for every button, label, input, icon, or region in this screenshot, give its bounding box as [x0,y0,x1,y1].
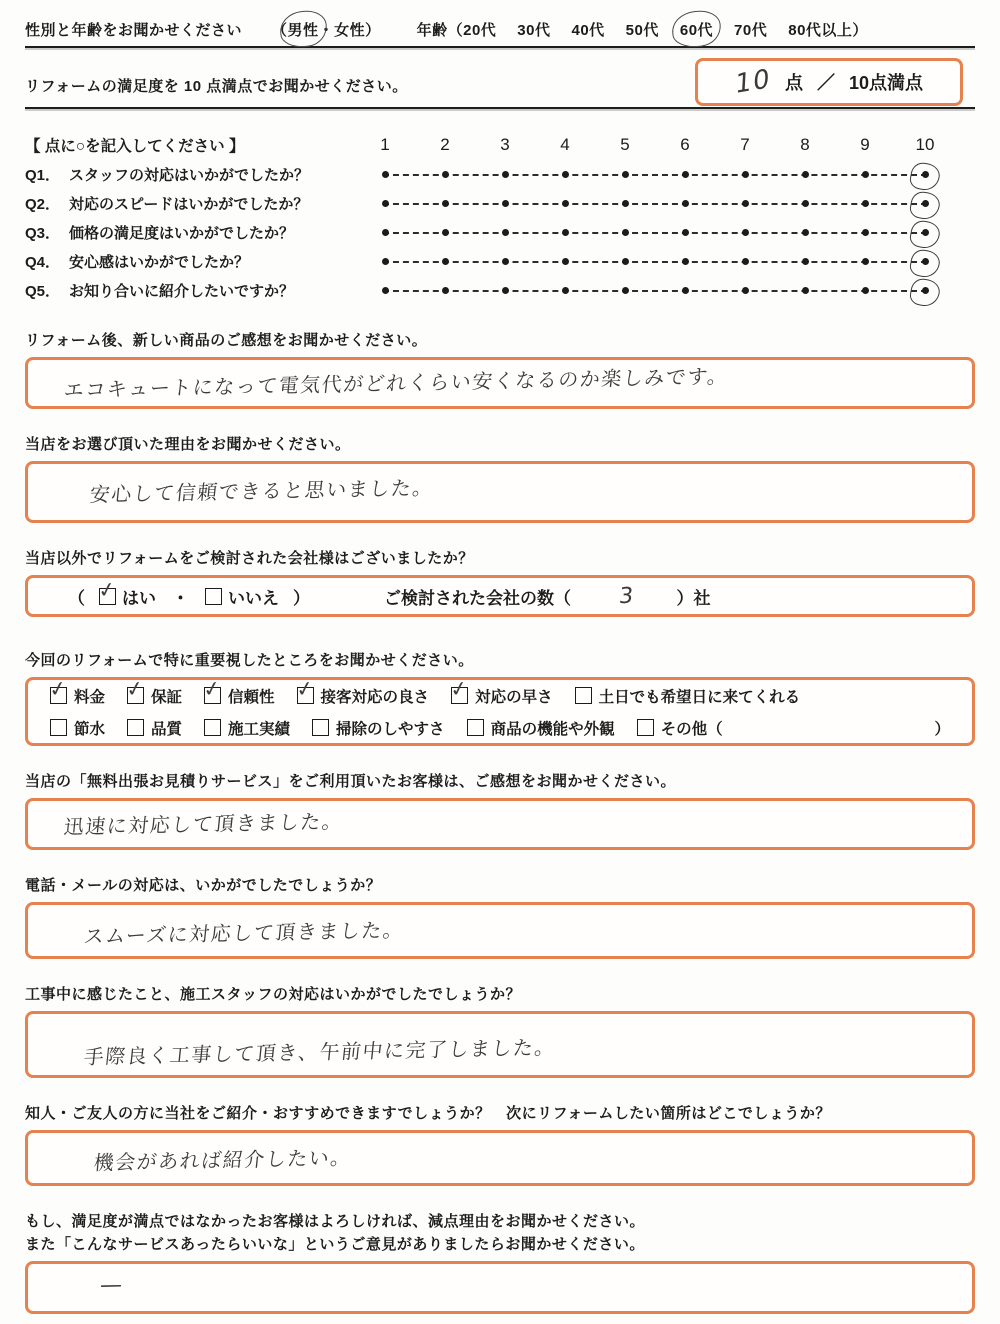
score-dot [382,287,389,294]
option-age-40s: 40代 [571,21,605,39]
scale-point [835,287,895,294]
priority-service-quality: ✓ 接客対応の良さ [297,685,430,707]
score-dot [622,171,629,178]
priority-quality: 品質 [127,717,182,739]
checkbox [50,719,67,736]
section-label: 当店をお選び頂いた理由をお聞かせください。 [25,436,351,453]
rating-question-row [25,247,975,276]
score-dot [742,171,749,178]
answer-box [25,798,975,850]
scale-point [475,287,535,294]
score-dot [562,171,569,178]
score-dot [622,200,629,207]
scale-number: 4 [560,135,570,154]
scale-point [415,171,475,178]
paren: ） [934,720,950,738]
score-dot [802,171,809,178]
section-impressions [25,329,975,409]
priority-fee: ✓ 料金 [50,685,105,707]
checkbox-yes-label: はい [122,588,156,608]
score-dot [802,287,809,294]
priority-track-record: 施工実績 [204,717,290,739]
scale-point [655,258,715,265]
scale-point [775,229,835,236]
score-dot [862,200,869,207]
section-priorities [25,649,975,746]
scale-number: 3 [500,135,510,154]
answer-box [25,1261,975,1314]
score-dot [682,258,689,265]
section-deduction [25,1210,975,1314]
section-label: 当店以外でリフォームをご検討された会社様はございましたか？ [25,550,474,567]
checkbox-no [205,588,222,605]
score-dot [802,258,809,265]
paren: ） [365,21,381,39]
checkbox [204,719,221,736]
company-count-suffix: ）社 [676,588,711,608]
rating-scale-line [355,229,955,236]
score-dot [742,258,749,265]
gender-options [272,19,381,40]
satisfaction-row [25,62,975,118]
rating-scale-line [355,287,955,294]
score-dot [442,287,449,294]
scale-number: 5 [620,135,630,154]
satisfaction-score-box [695,58,963,106]
checkbox [575,687,592,704]
handwritten-answer: 機会があれば紹介したい。 [92,1145,354,1175]
scale-point [355,171,415,178]
paren: ） [852,21,868,39]
question-text: スタッフの対応はいかがでしたか？ [69,167,310,184]
scale-point [835,171,895,178]
scale-number: 1 [380,135,390,154]
section-label: 知人・ご友人の方に当社をご紹介・おすすめできますでしょうか？ 次にリフォームしたい箇所はどこでしょうか？ [25,1105,831,1122]
scale-point [895,229,955,236]
scale-point [355,258,415,265]
scale-point [415,200,475,207]
scale-number: 9 [860,135,870,154]
rating-question-row [25,160,975,189]
scale-point [415,258,475,265]
score-dot [862,171,869,178]
scale-point [655,229,715,236]
priority-easy-clean: 掃除のしやすさ [312,717,445,739]
paren: （ [272,21,288,39]
checkbox [297,687,314,704]
scale-point [715,200,775,207]
divider [25,46,975,48]
section-label-line2: また「こんなサービスあったらいいな」というご意見がありましたらお聞かせください。 [25,1236,645,1253]
scale-point [535,200,595,207]
question-text: お知り合いに紹介したいですか？ [69,283,295,300]
scale-point [535,287,595,294]
score-dot [502,229,509,236]
question-number: Q1． [25,167,61,184]
score-dot [442,200,449,207]
checkbox [637,719,654,736]
priority-speed: ✓ 対応の早さ [451,685,553,707]
checkbox [127,687,144,704]
score-unit: 点 [785,73,804,93]
handwritten-answer: — [98,1272,124,1299]
scale-point [775,171,835,178]
scale-point [775,200,835,207]
paren: （ [68,588,85,608]
scale-point [655,200,715,207]
rating-scale-line [355,200,955,207]
gender-age-question: 性別と年齢をお聞かせください [25,21,243,39]
gender-age-row [25,12,975,46]
age-label: 年齢（ [416,21,464,39]
score-dot [382,229,389,236]
rating-question-row [25,276,975,305]
question-text: 対応のスピードはいかがでしたか？ [69,196,309,213]
priority-warranty: ✓ 保証 [127,685,182,707]
handwritten-answer: エコキュートになって電気代がどれくらい安くなるのか楽しみです。 [62,364,730,402]
scale-point [595,229,655,236]
competitors-box [25,575,975,617]
section-phone [25,874,975,959]
scale-point [715,287,775,294]
question-number: Q2． [25,196,61,213]
option-age-50s: 50代 [625,21,659,39]
scale-point [415,287,475,294]
priorities-box [25,677,975,746]
scale-point [715,229,775,236]
handwritten-answer: 安心して信頼できると思いました。 [88,475,436,507]
priorities-row-2 [50,717,950,739]
score-dot [562,287,569,294]
score-dot [442,258,449,265]
score-dot [562,258,569,265]
score-dot [682,171,689,178]
score-dot [862,258,869,265]
score-dot [682,287,689,294]
answer-box [25,461,975,523]
separator-dot: ・ [172,588,189,608]
selected-score-circle [908,276,941,308]
rating-section [25,132,975,305]
question-number: Q4． [25,254,61,271]
scale-point [595,258,655,265]
answer-box [25,357,975,409]
checkbox [467,719,484,736]
selected-score-circle [908,160,941,192]
handwritten-answer: 迅速に対応して頂きました。 [62,809,345,839]
option-female: 女性 [334,21,366,39]
scale-point [775,258,835,265]
scale-numbers [355,135,955,155]
scale-point [355,200,415,207]
section-reason [25,433,975,523]
scale-point [355,287,415,294]
section-label-line1: もし、満足度が満点ではなかったお客様はよろしければ、減点理由をお聞かせください。 [25,1213,646,1230]
score-dot [622,229,629,236]
scale-point [475,258,535,265]
scale-number: 6 [680,135,690,154]
priority-weekend: 土日でも希望日に来てくれる [575,685,801,707]
score-dot [442,229,449,236]
section-estimate [25,770,975,850]
scale-point [835,200,895,207]
selected-score-circle [908,189,941,221]
age-options [417,19,868,40]
priorities-row-1 [50,685,950,707]
option-age-70s: 70代 [734,21,768,39]
section-competitors [25,547,975,617]
scale-point [475,200,535,207]
scale-point [775,287,835,294]
section-label: 電話・メールの対応は、いかがでしたでしょうか？ [25,877,382,894]
handwritten-answer: 手際良く工事して頂き、午前中に完了しました。 [82,1035,558,1069]
score-dot [502,171,509,178]
handwritten-score: 10 [734,63,772,101]
checkbox [50,687,67,704]
priority-features: 商品の機能や外観 [467,717,615,739]
question-text: 安心感はいかがでしたか？ [69,254,250,271]
option-age-60s: 60代 [680,19,713,40]
score-dot [502,287,509,294]
score-dot [802,229,809,236]
section-label: リフォーム後、新しい商品のご感想をお聞かせください。 [25,332,428,349]
scale-point [835,229,895,236]
priority-water-saving: 節水 [50,717,105,739]
scale-point [895,287,955,294]
score-dot [502,200,509,207]
score-dot [742,229,749,236]
company-count-prefix: ご検討された会社の数（ [384,588,571,608]
rating-header-row [25,132,975,158]
score-dot [442,171,449,178]
score-dot [862,229,869,236]
section-label: 工事中に感じたこと、施工スタッフの対応はいかがでしたでしょうか？ [25,986,522,1003]
section-referral [25,1102,975,1186]
option-age-30s: 30代 [517,21,551,39]
rating-question-row [25,218,975,247]
question-text: 価格の満足度はいかがでしたか？ [69,225,295,242]
checkbox [312,719,329,736]
selected-score-circle [908,247,941,279]
scale-point [715,258,775,265]
scale-point [895,200,955,207]
score-dot [622,287,629,294]
scale-point [715,171,775,178]
answer-box [25,1130,975,1186]
checkbox-yes [99,588,116,605]
scale-point [595,200,655,207]
satisfaction-question: リフォームの満足度を 10 点満点でお聞かせください。 [25,78,408,95]
answer-box [25,902,975,959]
section-label: 当店の「無料出張お見積りサービス」をご利用頂いたお客様は、ご感想をお聞かせください。 [25,773,677,790]
scale-point [895,258,955,265]
score-dot [742,287,749,294]
question-number: Q5． [25,283,61,300]
score-max: 10点満点 [849,73,924,93]
score-dot [382,171,389,178]
scale-point [475,229,535,236]
scale-point [895,171,955,178]
checkbox [127,719,144,736]
priority-other: その他（ [637,717,723,739]
score-dot [562,200,569,207]
paren: ） [293,588,310,608]
score-dot [382,200,389,207]
scale-point [415,229,475,236]
section-construction [25,983,975,1078]
priority-trust: ✓ 信頼性 [204,685,275,707]
checkbox [451,687,468,704]
handwritten-company-count: 3 [617,583,636,609]
score-dot [682,229,689,236]
score-dot [802,200,809,207]
score-dot [682,200,689,207]
checkbox-no-label: いいえ [228,588,279,608]
score-separator: ／ [817,73,836,93]
scale-number: 8 [800,135,810,154]
question-number: Q3． [25,225,61,242]
rating-scale-line [355,258,955,265]
scale-point [655,171,715,178]
selected-score-circle [908,218,941,250]
scale-number: 10 [915,135,935,154]
score-dot [742,200,749,207]
scale-point [355,229,415,236]
checkbox [204,687,221,704]
option-age-20s: 20代 [463,21,497,39]
rating-scale-line [355,171,955,178]
scale-number: 7 [740,135,750,154]
scale-number: 2 [440,135,450,154]
scale-point [595,171,655,178]
score-dot [562,229,569,236]
scale-point [475,171,535,178]
scale-point [535,258,595,265]
scale-point [535,171,595,178]
section-label: 今回のリフォームで特に重要視したところをお聞かせください。 [25,652,474,669]
separator-dot: ・ [318,21,335,39]
handwritten-answer: スムーズに対応して頂きました。 [82,917,406,949]
score-dot [502,258,509,265]
score-dot [622,258,629,265]
rating-question-row [25,189,975,218]
scale-point [595,287,655,294]
answer-box [25,1011,975,1078]
scale-point [535,229,595,236]
option-male: 男性 [288,19,319,40]
score-dot [382,258,389,265]
scale-point [835,258,895,265]
option-age-80s: 80代以上 [788,21,853,39]
circle-instruction: 【 点に○を記入してください 】 [25,138,245,155]
score-dot [862,287,869,294]
scale-point [655,287,715,294]
